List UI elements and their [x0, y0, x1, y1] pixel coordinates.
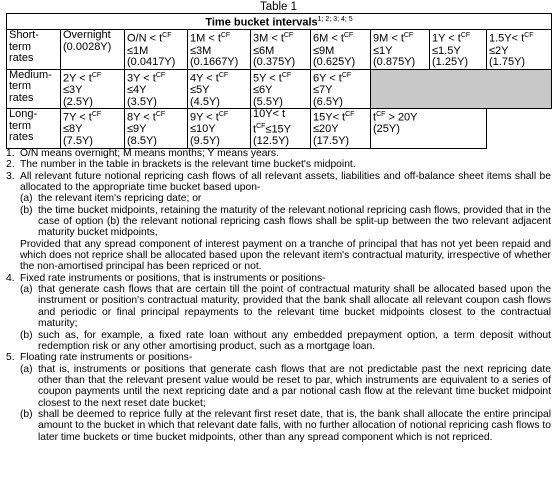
row-label-short-term: Short- term rates [7, 30, 61, 69]
header-footnote-refs: 1; 2; 3; 4; 5 [317, 16, 353, 23]
table-row [7, 109, 552, 148]
table-cell: $3M < t^{CF}$ ≤6M (0.375Y) [251, 30, 311, 69]
table-cell: $15Y< t^{CF}$ ≤20Y (17.5Y) [311, 109, 371, 148]
table-notes [6, 148, 551, 443]
note-3-proviso: Provided that any spread component of interest payment on a tranche of principal that has not yet been repaid and which does not reprice shall be allocated based upon the relevant item's contractual maturity, irrespective of whether the non-amortised principal has been repriced or not. [20, 238, 551, 273]
table-cell: $6M < t^{CF}$ ≤9M (0.625Y) [311, 30, 371, 69]
table-cell: $6Y < t^{CF}$ ≤7Y (6.5Y) [311, 69, 371, 108]
note-2: 2. The number in the table in brackets is the relevant time bucket's midpoint. [6, 159, 356, 171]
note-5: 5. Floating rate instruments or positions- (a) that is, instruments or positions that generate cash flows that are not predictable past the next repricing date other than that the relevant present value would be reset to par, which instruments are equivalent to a series of coupon payments until the next repricing date and a par notional cash flow at the relevant time bucket midpoint closest to the next reset date bucket; (b) shall be deemed to reprice fully at the relevant first reset date, that is, the bank shall allocate the entire principal amount to the bucket in which that relevant date falls, with no further allocation of notional repricing cash flows to later time buckets or time bucket midpoints, other than any spread component which is not repriced. [6, 352, 551, 443]
table-cell: $8Y < t^{CF}$ ≤9Y (8.5Y) [125, 109, 188, 148]
table-cell: $4Y < t^{CF}$ ≤5Y (4.5Y) [188, 69, 251, 108]
header-title: Time bucket intervals [205, 16, 318, 29]
table-cell: $t^{CF} > 20Y$ (25Y) [371, 109, 487, 148]
empty-shaded-cell [371, 69, 552, 108]
note-3: 3. All relevant future notional repricing cash flows of all relevant assets, liabilities and off-balance sheet items shall be allocated to the appropriate time bucket based upon- (a) the relevant item's repricing date; or (b) the time bucket midpoints, retaining the maturity of the relevant notional repricing cash flows, provided that in the case of option (b) the relevant notional repricing cash flows shall be split-up between the two relevant adjacent maturity bucket midpoints, Provided that any spread component of interest payment on a tranche of principal that has not yet been repaid and which does not reprice shall be allocated based upon the relevant item's contractual maturity, irrespective of whether the non-amortised principal has been repriced or not. [6, 170, 551, 273]
table-cell: $1Y < t^{CF}$ ≤1.5Y (1.25Y) [430, 30, 487, 69]
row-label-long-term: Long- term rates [7, 109, 61, 148]
table-cell: $2Y < t^{CF}$ ≤3Y (2.5Y) [61, 69, 125, 108]
table-row [7, 69, 552, 108]
table-caption: Table 1 [259, 1, 298, 13]
time-bucket-table [6, 13, 552, 149]
note-1: 1. O/N means overnight; M means months; Y means years. [6, 148, 279, 159]
note-4-item-a: (a) that generate cash flows that are certain till the point of contractual maturity shall be allocated based upon the instrument or position's contractual maturity, provided that the bank shall allocate all relevant coupon cash flows and periodic or final principal repayments to the relevant time bucket midpoints closest to the contractual maturity; [20, 284, 551, 330]
row-label-medium-term: Medium- term rates [7, 69, 61, 108]
note-3-item-b: (b) the time bucket midpoints, retaining the maturity of the relevant notional repricing cash flows, provided that in the case of option (b) the relevant notional repricing cash flows shall be split-up between the two relevant adjacent maturity bucket midpoints, [20, 204, 551, 239]
table-cell: $9Y < t^{CF}$ ≤10Y (9.5Y) [188, 109, 251, 148]
table-cell: 10Y< t $t^{CF}\le 15Y$ (12.5Y) [251, 109, 311, 148]
table-cell: $9M < t^{CF}$ ≤1Y (0.875Y) [371, 30, 430, 69]
note-4-item-b: (b) such as, for example, a fixed rate loan without any embedded prepayment option, a term deposit without redemption risk or any other amortising product, such as a mortgage loan. [20, 329, 551, 352]
table-cell: Overnight (0.0028Y) [61, 30, 125, 69]
note-4: 4. Fixed rate instruments or positions, that is instruments or positions- (a) that generate cash flows that are certain till the point of contractual maturity shall be allocated based upon the instrument or position's contractual maturity, provided that the bank shall allocate all relevant coupon cash flows and periodic or final principal repayments to the relevant time bucket midpoints closest to the contractual maturity; (b) such as, for example, a fixed rate loan without any embedded prepayment option, a term deposit without redemption risk or any other amortising product, such as a mortgage loan. [6, 272, 551, 352]
note-5-item-a: (a) that is, instruments or positions that generate cash flows that are not predictable past the next repricing date other than that the relevant present value would be reset to par, which instruments are equivalent to a series of coupon payments until the next repricing date and a par notional cash flow at the relevant time bucket midpoint closest to the next reset date bucket; [20, 363, 551, 409]
table-cell: $3Y < t^{CF}$ ≤4Y (3.5Y) [125, 69, 188, 108]
table-cell: $O/N < t^{CF}$ ≤1M (0.0417Y) [125, 30, 188, 69]
table-cell: $5Y < t^{CF}$ ≤6Y (5.5Y) [251, 69, 311, 108]
table-header [7, 14, 552, 30]
table-header-row [7, 14, 552, 30]
table-cell: $1M < t^{CF}$ ≤3M (0.1667Y) [188, 30, 251, 69]
table-cell: $7Y < t^{CF}$ ≤8Y (7.5Y) [61, 109, 125, 148]
table-row [7, 30, 552, 69]
note-5-item-b: (b) shall be deemed to reprice fully at the relevant first reset date, that is, the bank shall allocate the entire principal amount to the bucket in which that relevant date falls, with no further allocation of notional repricing cash flows to later time buckets or time bucket midpoints, other than any spread component which is not repriced. [20, 408, 551, 443]
table-cell: $1.5Y< t^{CF}$ ≤2Y (1.75Y) [487, 30, 552, 69]
note-3-item-a: (a) the relevant item's repricing date; or [20, 193, 202, 205]
